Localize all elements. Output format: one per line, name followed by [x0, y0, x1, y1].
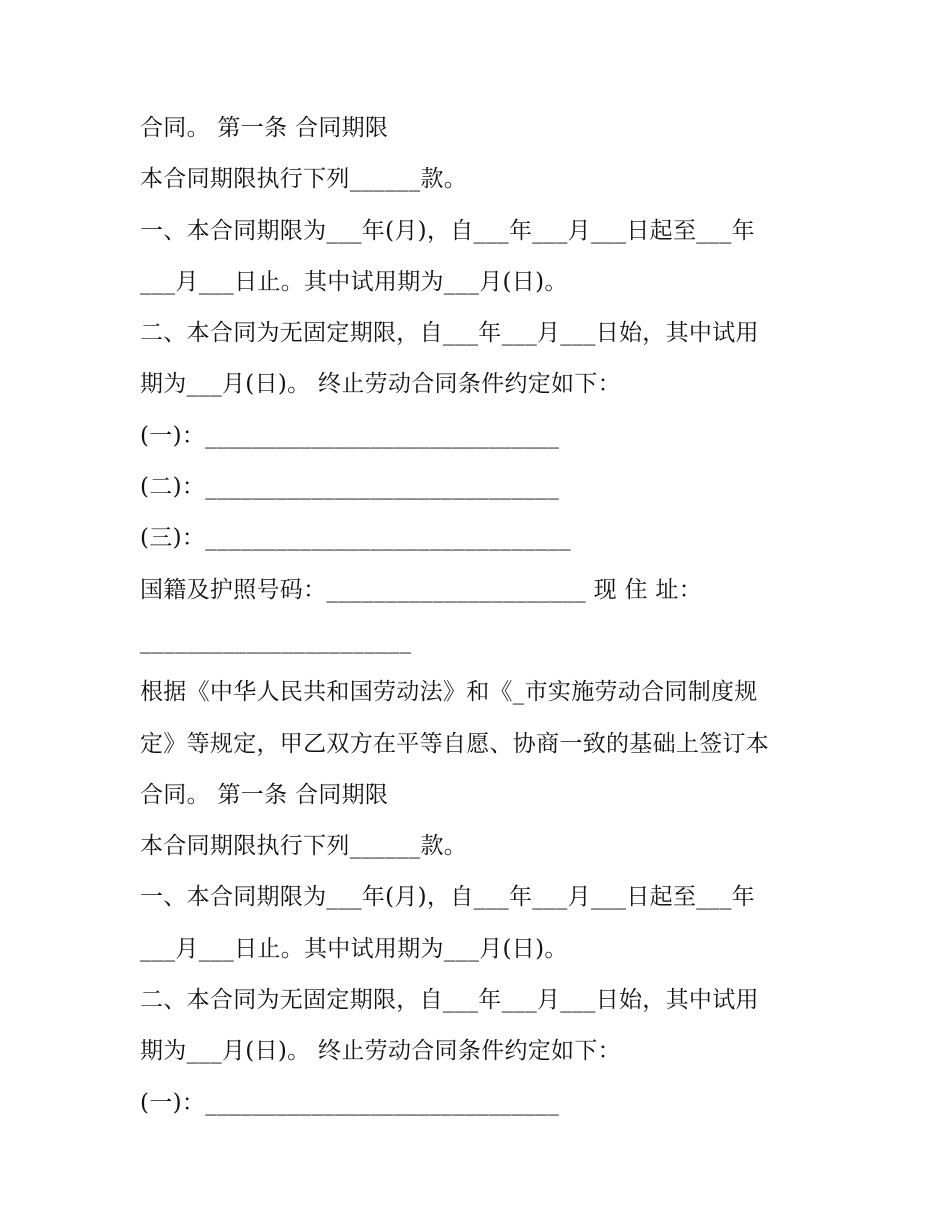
- text-line: 本合同期限执行下列______款。: [140, 166, 468, 193]
- text-line: 一、本合同期限为___年(月)，自___年___月___日起至___年: [140, 884, 755, 911]
- text-line: 合同。 第一条 合同期限: [140, 781, 389, 808]
- document-body: [140, 103, 840, 1129]
- text-line: (三)：_______________________________: [140, 525, 571, 552]
- text-line: 定》等规定，甲乙双方在平等自愿、协商一致的基础上签订本: [140, 730, 770, 757]
- text-line: 合同。 第一条 合同期限: [140, 115, 389, 141]
- text-line: 一、本合同期限为___年(月)，自___年___月___日起至___年: [140, 217, 755, 244]
- text-line: 二、本合同为无固定期限，自___年___月___日始，其中试用: [140, 320, 759, 347]
- text-line: (一)：______________________________: [140, 1089, 560, 1116]
- text-line: 根据《中华人民共和国劳动法》和《_市实施劳动合同制度规: [140, 679, 758, 706]
- text-line: 期为___月(日)。 终止劳动合同条件约定如下：: [140, 1038, 621, 1065]
- text-line: 国籍及护照号码：______________________ 现 住 址：: [140, 576, 703, 603]
- text-line: 本合同期限执行下列______款。: [140, 833, 468, 860]
- text-line: ___月___日止。其中试用期为___月(日)。: [140, 268, 568, 295]
- text-line: ___月___日止。其中试用期为___月(日)。: [140, 935, 568, 962]
- text-line: (一)：______________________________: [140, 422, 560, 449]
- text-line: 二、本合同为无固定期限，自___年___月___日始，其中试用: [140, 987, 759, 1014]
- text-line: 期为___月(日)。 终止劳动合同条件约定如下：: [140, 371, 621, 398]
- text-line: _______________________: [140, 627, 412, 654]
- text-line: (二)：______________________________: [140, 474, 560, 501]
